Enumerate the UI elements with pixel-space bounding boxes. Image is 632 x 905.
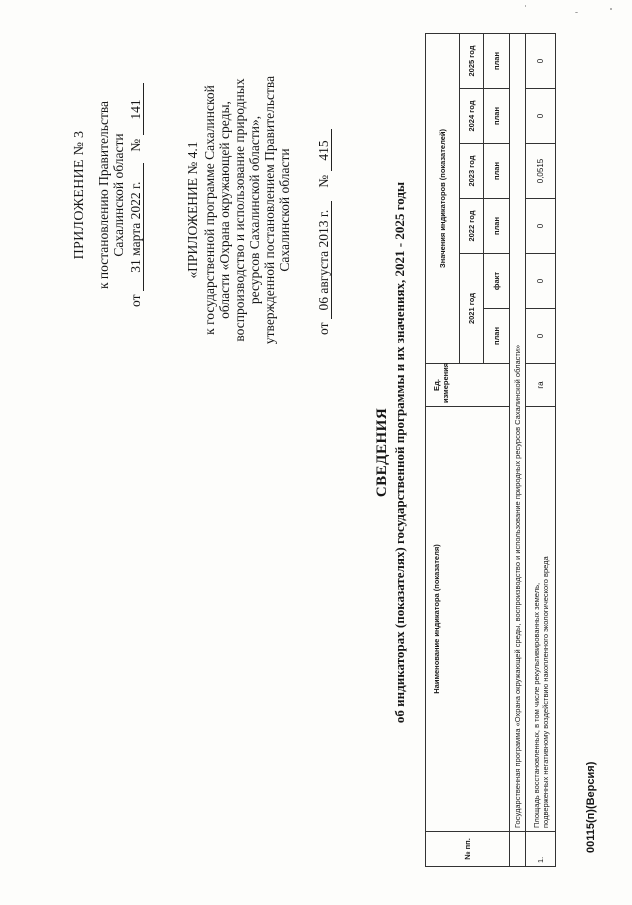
value-2024-plan: 0: [526, 89, 556, 144]
value-2022-plan: 0: [526, 199, 556, 254]
year-header-2022: 2022 год: [460, 199, 484, 254]
scan-speck: [610, 8, 612, 10]
indicators-table: [425, 33, 556, 867]
page-title: СВЕДЕНИЯ: [374, 407, 390, 498]
subheader-plan: план: [484, 309, 510, 364]
value-2023-plan: 0,0515: [526, 144, 556, 199]
year-header-2025: 2025 год: [460, 33, 484, 88]
page-subtitle: об индикаторах (показателях) государственной программы и их значениях, 2021 - 2025 годы: [392, 181, 407, 724]
column-header-values: Значения индикаторов (показателей): [426, 33, 460, 363]
subheader-plan: план: [484, 144, 510, 199]
number-label: №: [128, 138, 143, 152]
from-label: от: [316, 322, 331, 335]
appendix-title: ПРИЛОЖЕНИЕ № 3: [72, 130, 87, 260]
row-unit: га: [526, 364, 556, 407]
scan-speck: [525, 5, 526, 7]
subheader-plan: план: [484, 33, 510, 88]
sub-appendix-number: 415: [317, 130, 332, 172]
decree-line-1: к постановлению Правительства: [96, 100, 111, 290]
decree-number: 141: [129, 84, 144, 136]
sub-appendix-line-5: утвержденной постановлением Правительства: [262, 75, 277, 345]
sub-appendix-line-4: ресурсов Сахалинской области»,: [247, 115, 262, 305]
column-header-unit: Ед. измерения: [426, 364, 510, 407]
year-header-2023: 2023 год: [460, 144, 484, 199]
table-row: [526, 33, 556, 866]
from-label: от: [128, 294, 143, 307]
subheader-fact: факт: [484, 254, 510, 309]
sub-appendix-date: 06 августа 2013 г.: [317, 201, 332, 319]
sub-appendix-line-3: воспроизводство и использование природных: [232, 78, 247, 342]
number-label: №: [316, 174, 331, 188]
value-2021-fact: 0: [526, 254, 556, 309]
sub-appendix-date-line: [316, 35, 332, 335]
subheader-plan: план: [484, 199, 510, 254]
column-header-number: № пп.: [426, 832, 510, 867]
decree-date: 31 марта 2022 г.: [129, 163, 144, 291]
value-2025-plan: 0: [526, 33, 556, 88]
version-mark: 00115(п)(Версия): [585, 761, 597, 853]
row-number: 1.: [526, 832, 556, 867]
column-header-name: Наименование индикатора (показателя): [426, 407, 510, 832]
subheader-plan: план: [484, 89, 510, 144]
sub-appendix-title: «ПРИЛОЖЕНИЕ № 4.1: [185, 141, 200, 279]
row-name-line-2: подверженных негативному воздействию накопленного экологического вреда: [540, 556, 550, 828]
sub-appendix-line-1: к государственной программе Сахалинской: [202, 85, 217, 335]
row-name: [526, 407, 556, 832]
scan-speck: [575, 12, 578, 13]
year-header-2021: 2021 год: [460, 254, 484, 364]
decree-line-2: Сахалинской области: [111, 133, 126, 257]
program-row-number: [510, 832, 526, 867]
value-2021-plan: 0: [526, 309, 556, 364]
row-name-line-1: Площадь восстановленных, в том числе рекультивированных земель,: [531, 582, 541, 828]
decree-date-line: [128, 7, 144, 307]
sub-appendix-line-6: Сахалинской области: [277, 148, 292, 272]
sub-appendix-line-2: области «Охрана окружающей среды,: [217, 101, 232, 319]
year-header-2024: 2024 год: [460, 89, 484, 144]
program-row: Государственная программа «Охрана окружающей среды, воспроизводство и использование природных ресурсов Сахалинской области»: [510, 33, 526, 831]
